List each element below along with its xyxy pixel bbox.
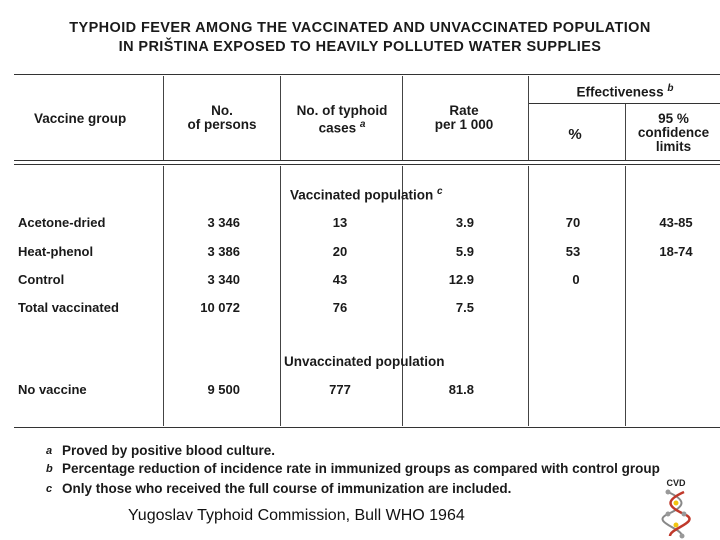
table-bottom-rule	[14, 427, 720, 428]
row-total-vaccinated-rate: 7.5	[455, 300, 474, 315]
row-control-rate: 12.9	[448, 272, 474, 287]
header-no-persons-line-2: of persons	[187, 117, 257, 132]
col-sep-body-3	[402, 166, 403, 426]
table-title-line-2: IN PRIŠTINA EXPOSED TO HEAVILY POLLUTED WATER SUPPLIES	[118, 39, 602, 55]
footnote-a-text: Proved by positive blood culture.	[62, 443, 276, 458]
cvd-logo-label: CVD	[666, 478, 686, 488]
row-acetone-dried-pct: 70	[565, 215, 581, 230]
footnote-c-mark: c	[46, 483, 53, 495]
footnote-ref-a: a	[359, 119, 366, 130]
row-acetone-dried-rate: 3.9	[455, 215, 474, 230]
col-sep-body-4	[528, 166, 529, 426]
table-title-line-1: TYPHOID FEVER AMONG THE VACCINATED AND UNVACCINATED POPULATION	[69, 20, 651, 36]
header-rate-line-2: per 1 000	[434, 117, 494, 132]
header-effectiveness	[530, 82, 720, 100]
row-heat-phenol-pct: 53	[565, 244, 581, 259]
row-heat-phenol-rate: 5.9	[455, 244, 474, 259]
row-heat-phenol-cases: 20	[332, 244, 348, 259]
footnote-a-mark: a	[46, 445, 53, 457]
row-acetone-dried-cases: 13	[332, 215, 348, 230]
row-total-vaccinated-group: Total vaccinated	[18, 300, 119, 315]
footnote-ref-b: b	[667, 83, 674, 94]
effectiveness-rule	[528, 103, 720, 104]
col-sep-body-2	[280, 166, 281, 426]
row-control-group: Control	[18, 272, 65, 287]
row-acetone-dried-group: Acetone-dried	[18, 215, 106, 230]
header-ci-line-2: confidence	[637, 125, 710, 140]
header-ci-line-3: limits	[655, 139, 692, 154]
header-typhoid-cases-text: cases	[318, 120, 357, 136]
cvd-logo	[652, 478, 700, 540]
row-total-vaccinated-cases: 76	[332, 300, 348, 315]
row-acetone-dried-ci: 43-85	[659, 215, 693, 230]
section-vaccinated	[290, 186, 443, 203]
header-rate-line-1: Rate	[449, 103, 479, 118]
row-total-vaccinated-persons: 10 072	[200, 300, 240, 315]
col-sep-header-3	[402, 76, 403, 160]
col-sep-header-2	[280, 76, 281, 160]
row-control-persons: 3 340	[207, 272, 240, 287]
row-no-vaccine-persons: 9 500	[207, 382, 240, 397]
header-ci-line-1: 95 %	[658, 111, 689, 126]
col-sep-body-5	[625, 166, 626, 426]
row-heat-phenol-persons: 3 386	[207, 244, 240, 259]
header-typhoid-cases-line-2	[282, 118, 402, 136]
header-no-persons-line-1: No.	[211, 103, 233, 118]
section-unvaccinated: Unvaccinated population	[284, 354, 445, 369]
header-effectiveness-text: Effectiveness	[576, 84, 664, 100]
top-rule	[14, 74, 720, 75]
footnote-ref-c: c	[437, 186, 443, 197]
header-confidence-limits	[627, 112, 720, 154]
footnote-c-text: Only those who received the full course of immunization are included.	[62, 481, 512, 496]
col-sep-header-4	[528, 76, 529, 160]
header-bottom-rule	[14, 160, 720, 161]
header-bottom-rule-2	[14, 164, 720, 165]
header-typhoid-cases-line-1: No. of typhoid	[296, 103, 388, 118]
section-vaccinated-text: Vaccinated population	[290, 187, 434, 203]
col-sep-header-5	[625, 104, 626, 160]
dna-helix-icon	[652, 478, 700, 540]
row-acetone-dried-persons: 3 346	[207, 215, 240, 230]
row-control-pct: 0	[572, 272, 580, 287]
source-caption: Yugoslav Typhoid Commission, Bull WHO 1964	[128, 507, 465, 524]
row-no-vaccine-cases: 777	[329, 382, 351, 397]
footnote-b-mark: b	[46, 463, 53, 475]
header-percent: %	[568, 126, 582, 143]
row-no-vaccine-group: No vaccine	[18, 382, 87, 397]
header-no-persons	[166, 104, 278, 132]
header-typhoid-cases	[282, 104, 402, 136]
row-control-cases: 43	[332, 272, 348, 287]
row-heat-phenol-group: Heat-phenol	[18, 244, 94, 259]
header-rate	[404, 104, 524, 132]
col-sep-body-1	[163, 166, 164, 426]
header-vaccine-group: Vaccine group	[34, 111, 127, 126]
footnote-b-text: Percentage reduction of incidence rate in immunized groups as compared with control group	[62, 461, 660, 476]
row-no-vaccine-rate: 81.8	[448, 382, 474, 397]
row-heat-phenol-ci: 18-74	[659, 244, 693, 259]
